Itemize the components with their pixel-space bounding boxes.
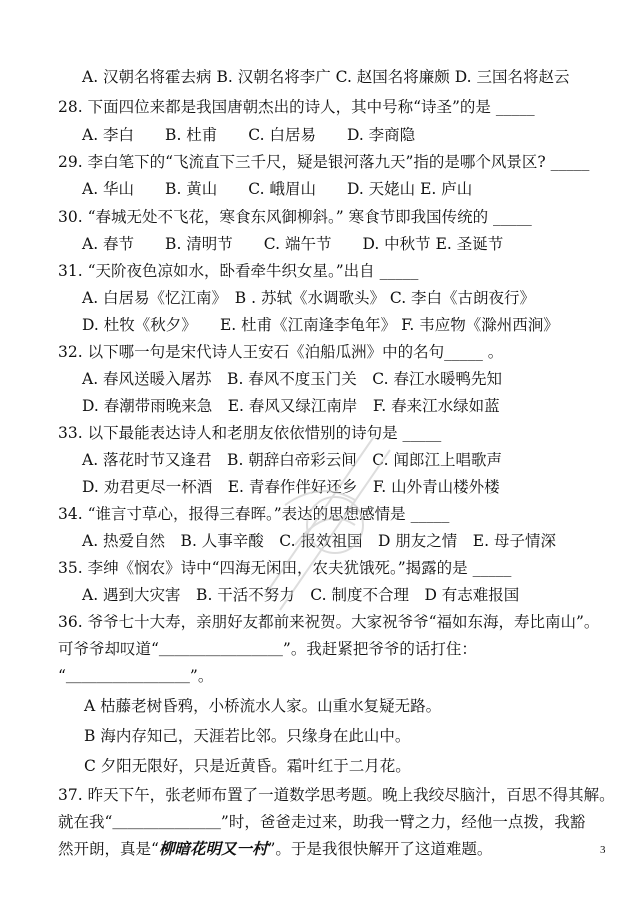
- q37-text-cont: 就在我“＿＿＿＿＿＿＿”时，爸爸走过来，助我一臂之力，经他一点拨，我豁: [58, 813, 586, 831]
- q29-options: A. 华山 B. 黄山 C. 峨眉山 D. 天姥山 E. 庐山: [82, 180, 473, 198]
- q37-text-end-post: ”。于是我很快解开了这道难题。: [267, 840, 493, 858]
- q37-text-end: [58, 839, 492, 859]
- q34-text: 34. “谁言寸草心，报得三春晖。”表达的思想感情是 _____: [58, 505, 450, 523]
- q37-text: 37. 昨天下午，张老师布置了一道数学思考题。晚上我绞尽脑汁，百思不得其解。: [58, 786, 615, 804]
- q33-options-row1: A. 落花时节又逢君 B. 朝辞白帝彩云间 C. 闻郎江上唱歌声: [82, 451, 502, 469]
- page-number: 3: [600, 844, 606, 856]
- q36-text-cont: 可爷爷却叹道“＿＿＿＿＿＿＿＿”。我赶紧把爷爷的话打住：: [58, 640, 477, 658]
- q30-text: 30. “春城无处不飞花，寒食东风御柳斜。” 寒食节即我国传统的 _____: [58, 208, 532, 226]
- q36-choice-a: A 枯藤老树昏鸦，小桥流水人家。山重水复疑无路。: [84, 697, 442, 715]
- q27-options: A. 汉朝名将霍去病 B. 汉朝名将李广 C. 赵国名将廉颇 D. 三国名将赵云: [82, 68, 570, 86]
- q36-choice-c: C 夕阳无限好，只是近黄昏。霜叶红于二月花。: [84, 757, 411, 775]
- q37-handwritten-answer: 柳暗花明又一村: [158, 840, 268, 858]
- q36-text: 36. 爷爷七十大寿，亲朋好友都前来祝贺。大家祝爷爷“福如东海，寿比南山”。: [58, 613, 600, 631]
- q31-options-row2: D. 杜牧《秋夕》 E. 杜甫《江南逢李龟年》 F. 韦应物《滁州西涧》: [82, 316, 559, 334]
- q28-options: A. 李白 B. 杜甫 C. 白居易 D. 李商隐: [82, 126, 416, 144]
- q31-options-row1: A. 白居易《忆江南》 B . 苏轼《水调歌头》 C. 李白《古朗夜行》: [82, 289, 536, 307]
- q33-options-row2: D. 劝君更尽一杯酒 E. 青春作伴好还乡 F. 山外青山楼外楼: [82, 478, 500, 496]
- q35-text: 35. 李绅《悯农》诗中“四海无闲田，农夫犹饿死。”揭露的是 _____: [58, 559, 512, 577]
- q32-options-row2: D. 春潮带雨晚来急 E. 春风又绿江南岸 F. 春来江水绿如蓝: [82, 397, 500, 415]
- q34-options: A. 热爱自然 B. 人事辛酸 C. 报效祖国 D 朋友之情 E. 母子情深: [82, 532, 556, 550]
- q29-text: 29. 李白笔下的“飞流直下三千尺，疑是银河落九天”指的是哪个风景区? _____: [58, 153, 590, 171]
- q37-text-end-pre: 然开朗，真是“: [58, 840, 159, 858]
- q32-options-row1: A. 春风送暖入屠苏 B. 春风不度玉门关 C. 春江水暖鸭先知: [82, 370, 502, 388]
- q36-blank: “＿＿＿＿＿＿＿＿”。: [58, 667, 214, 685]
- q35-options: A. 遇到大灾害 B. 干活不努力 C. 制度不合理 D 有志难报国: [82, 586, 520, 604]
- q30-options: A. 春节 B. 清明节 C. 端午节 D. 中秋节 E. 圣诞节: [82, 235, 504, 253]
- q32-text: 32. 以下哪一句是宋代诗人王安石《泊船瓜洲》中的名句_____ 。: [58, 343, 504, 361]
- q31-text: 31. “天阶夜色凉如水，卧看牵牛织女星。”出自 _____: [58, 262, 419, 280]
- q33-text: 33. 以下最能表达诗人和老朋友依依惜别的诗句是 _____: [58, 424, 442, 442]
- q28-text: 28. 下面四位来都是我国唐朝杰出的诗人，其中号称“诗圣”的是 _____: [58, 98, 535, 116]
- q36-choice-b: B 海内存知己，天涯若比邻。只缘身在此山中。: [84, 727, 411, 745]
